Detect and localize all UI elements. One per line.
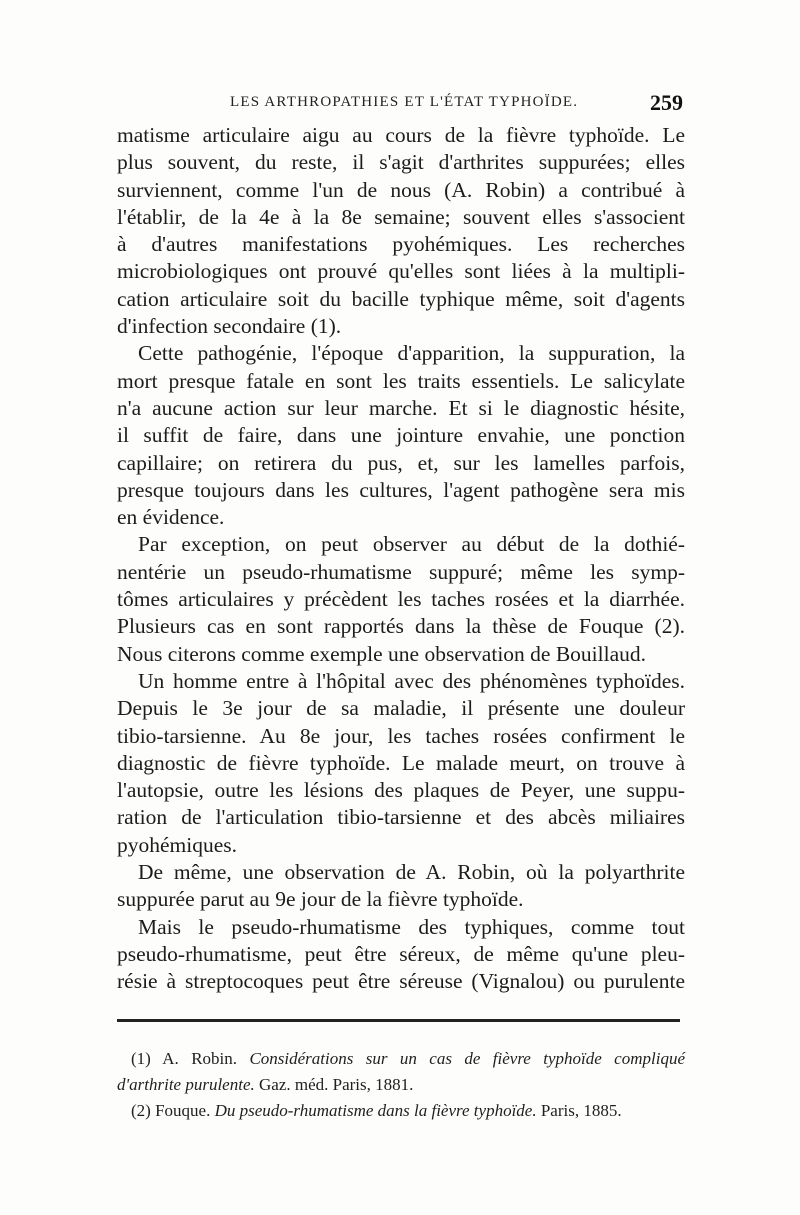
footnote-1-title-cont: d'arthrite purulente.	[117, 1075, 255, 1094]
footnote-1-source: Gaz. méd. Paris, 1881.	[259, 1075, 414, 1094]
footnote-divider	[117, 1019, 680, 1022]
text-line: l'autopsie, outre les lésions des plaques de Peyer, une suppu-	[117, 778, 685, 803]
text-line: matisme articulaire aigu au cours de la fièvre typhoïde. Le	[117, 123, 685, 147]
paragraph-start: Cette pathogénie, l'époque d'apparition, la suppuration, la	[138, 341, 685, 366]
text-line: Nous citerons comme exemple une observation de Bouillaud.	[117, 641, 647, 666]
paragraph-start: Mais le pseudo-rhumatisme des typhiques, comme tout	[138, 914, 685, 939]
text-line: nentérie un pseudo-rhumatisme suppuré; même les symp-	[117, 559, 685, 584]
paragraph-start: Par exception, on peut observer au début de la dothié-	[138, 532, 685, 557]
text-line: tibio-tarsienne. Au 8e jour, les taches rosées confirment le	[117, 723, 685, 748]
text-line: mort presque fatale en sont les traits essentiels. Le salicylate	[117, 368, 685, 393]
text-line: à d'autres manifestations pyohémiques. Les recherches	[117, 232, 685, 257]
text-line: cation articulaire soit du bacille typhique même, soit d'agents	[117, 286, 685, 311]
footnote-2	[117, 1098, 685, 1124]
paragraph-start: De même, une observation de A. Robin, où la polyarthrite	[138, 860, 685, 885]
text-line: il suffit de faire, dans une jointure envahie, une ponction	[117, 423, 685, 448]
footnote-1-cont	[117, 1072, 685, 1098]
footnote-1-marker: (1) A. Robin.	[131, 1049, 238, 1068]
text-line: d'infection secondaire (1).	[117, 314, 342, 339]
paragraph-start: Un homme entre à l'hôpital avec des phénomènes typhoïdes.	[138, 668, 685, 693]
text-line: l'établir, de la 4e à la 8e semaine; souvent elles s'associent	[117, 204, 685, 229]
footnote-1-title: Considérations sur un cas de fièvre typhoïde compliqué	[249, 1049, 685, 1068]
running-title: LES ARTHROPATHIES ET L'ÉTAT TYPHOÏDE.	[230, 94, 579, 110]
footnote-2-marker: (2) Fouque.	[131, 1101, 211, 1120]
text-line: n'a aucune action sur leur marche. Et si le diagnostic hésite,	[117, 395, 685, 420]
text-line: capillaire; on retirera du pus, et, sur les lamelles parfois,	[117, 450, 685, 475]
text-line: Depuis le 3e jour de sa maladie, il présente une douleur	[117, 696, 685, 721]
text-line: plus souvent, du reste, il s'agit d'arthrites suppurées; elles	[117, 150, 685, 175]
text-line: ration de l'articulation tibio-tarsienne et des abcès miliaires	[117, 805, 685, 830]
running-header	[117, 90, 683, 120]
page-number: 259	[650, 90, 683, 115]
text-line: en évidence.	[117, 505, 225, 530]
text-line: suppurée parut au 9e jour de la fièvre typhoïde.	[117, 887, 524, 912]
body-text	[117, 122, 685, 996]
text-line: surviennent, comme l'un de nous (A. Robin) a contribué à	[117, 177, 685, 202]
text-line: microbiologiques ont prouvé qu'elles sont liées à la multipli-	[117, 259, 685, 284]
footnotes	[117, 1046, 685, 1124]
text-line: presque toujours dans les cultures, l'agent pathogène sera mis	[117, 477, 685, 502]
footnote-1	[117, 1046, 685, 1072]
text-line: résie à streptocoques peut être séreuse (Vignalou) ou purulente	[117, 969, 685, 994]
footnote-2-title: Du pseudo-rhumatisme dans la fièvre typhoïde.	[214, 1101, 537, 1120]
text-line: pseudo-rhumatisme, peut être séreux, de même qu'une pleu-	[117, 941, 685, 966]
text-line: Plusieurs cas en sont rapportés dans la thèse de Fouque (2).	[117, 614, 685, 639]
text-line: diagnostic de fièvre typhoïde. Le malade meurt, on trouve à	[117, 750, 685, 775]
text-line: tômes articulaires y précèdent les taches rosées et la diarrhée.	[117, 587, 685, 612]
footnote-2-source: Paris, 1885.	[540, 1101, 622, 1120]
text-line: pyohémiques.	[117, 832, 238, 857]
